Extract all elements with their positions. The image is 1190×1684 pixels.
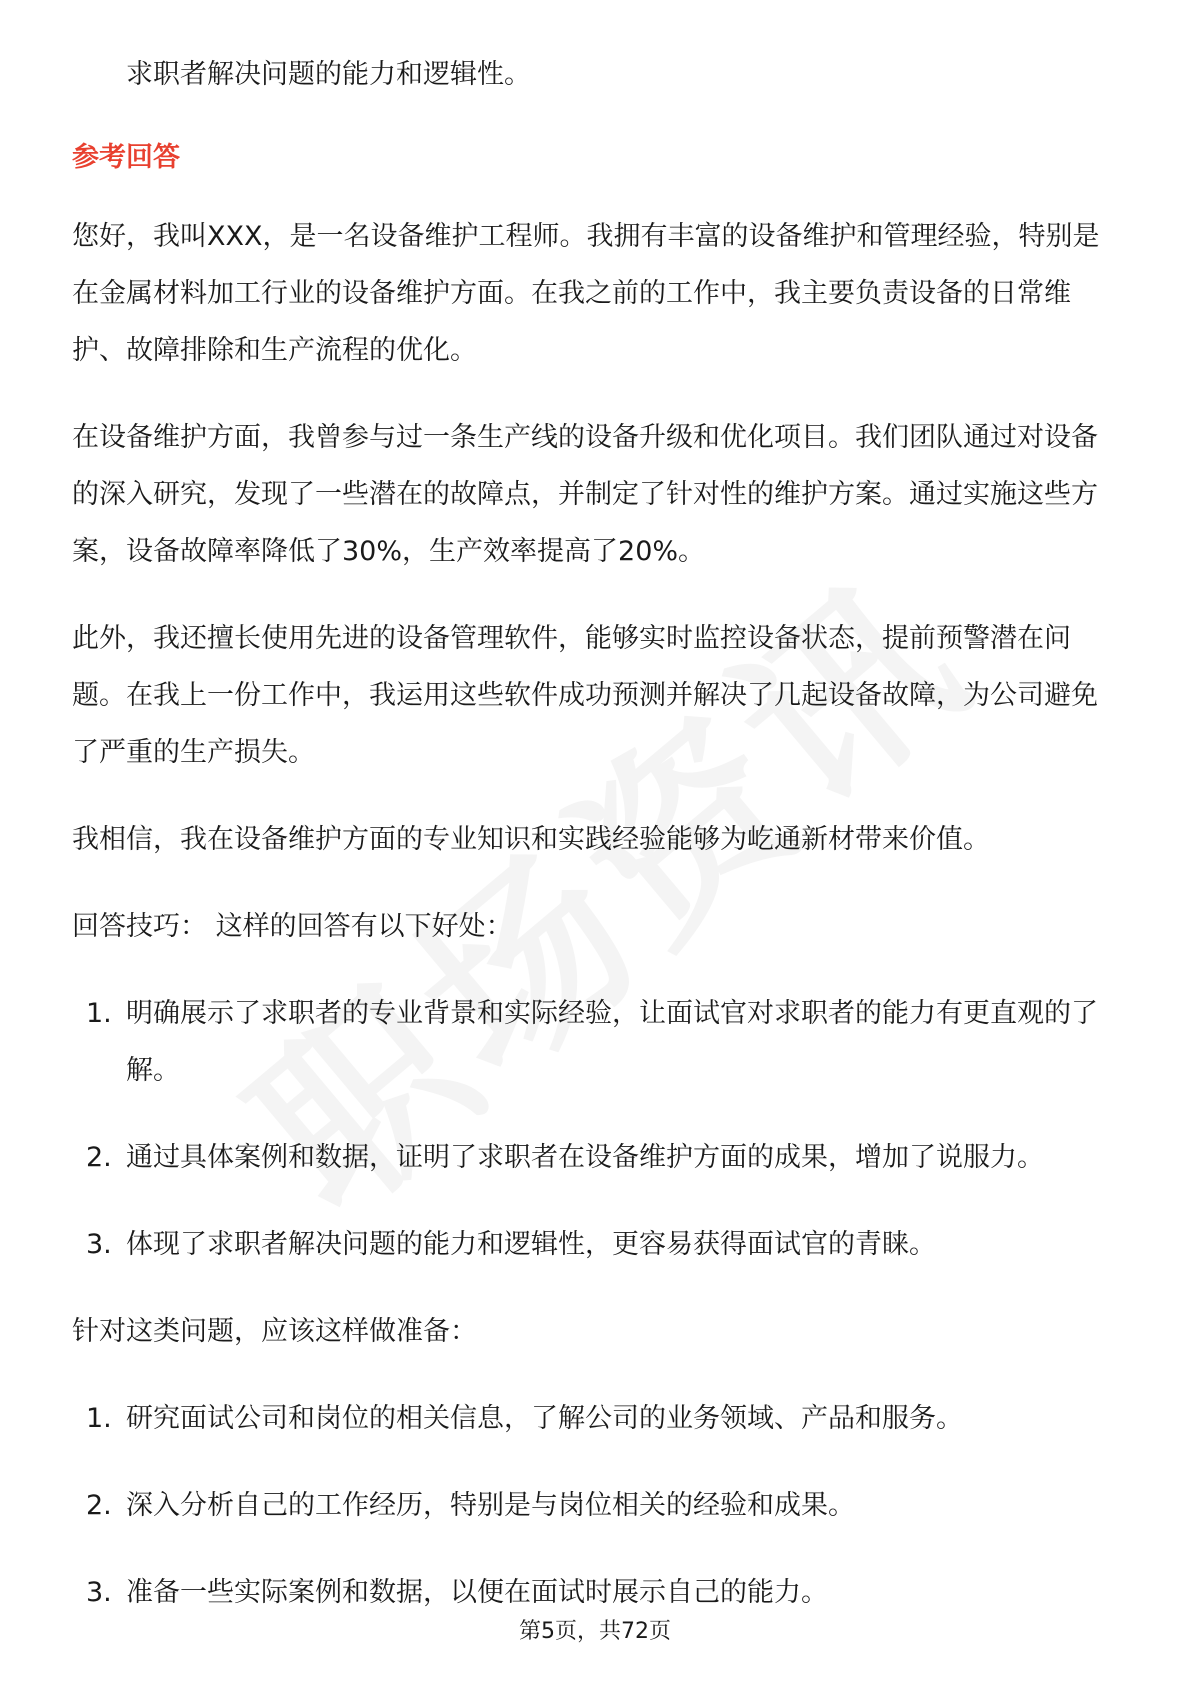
list-item bbox=[72, 985, 1122, 1099]
list-number: 1. bbox=[86, 998, 112, 1029]
intro-line: 求职者解决问题的能力和逻辑性。 bbox=[126, 59, 531, 90]
answer-paragraph: 在设备维护方面，我曾参与过一条生产线的设备升级和优化项目。我们团队通过对设备的深入研究，发现了一些潜在的故障点，并制定了针对性的维护方案。通过实施这些方案，设备故障率降低了30%，生产效率提高了20%。 bbox=[72, 422, 1098, 567]
list-number: 1. bbox=[86, 1403, 112, 1434]
list-number: 2. bbox=[86, 1490, 112, 1521]
page-number: 第5页，共72页 bbox=[519, 1619, 671, 1644]
tips-list bbox=[72, 985, 1122, 1273]
list-number: 2. bbox=[86, 1142, 112, 1173]
list-item-text: 深入分析自己的工作经历，特别是与岗位相关的经验和成果。 bbox=[126, 1490, 855, 1521]
section-heading: 参考回答 bbox=[72, 142, 180, 173]
list-item-text: 准备一些实际案例和数据，以便在面试时展示自己的能力。 bbox=[126, 1577, 828, 1608]
tips-intro: 回答技巧： 这样的回答有以下好处： bbox=[72, 911, 513, 942]
list-item-text: 体现了求职者解决问题的能力和逻辑性，更容易获得面试官的青睐。 bbox=[126, 1229, 936, 1260]
list-item bbox=[72, 1216, 1122, 1273]
list-item bbox=[72, 1564, 1122, 1621]
list-item bbox=[72, 1477, 1122, 1534]
answer-paragraph: 此外，我还擅长使用先进的设备管理软件，能够实时监控设备状态，提前预警潜在问题。在我上一份工作中，我运用这些软件成功预测并解决了几起设备故障，为公司避免了严重的生产损失。 bbox=[72, 623, 1098, 768]
list-number: 3. bbox=[86, 1577, 112, 1608]
list-number: 3. bbox=[86, 1229, 112, 1260]
prep-intro: 针对这类问题，应该这样做准备： bbox=[72, 1316, 477, 1347]
page-content bbox=[72, 46, 1122, 1651]
list-item-text: 明确展示了求职者的专业背景和实际经验，让面试官对求职者的能力有更直观的了解。 bbox=[126, 998, 1098, 1086]
list-item-text: 通过具体案例和数据，证明了求职者在设备维护方面的成果，增加了说服力。 bbox=[126, 1142, 1044, 1173]
answer-paragraph: 您好，我叫XXX，是一名设备维护工程师。我拥有丰富的设备维护和管理经验，特别是在金属材料加工行业的设备维护方面。在我之前的工作中，我主要负责设备的日常维护、故障排除和生产流程的优化。 bbox=[72, 221, 1100, 366]
list-item-text: 研究面试公司和岗位的相关信息，了解公司的业务领域、产品和服务。 bbox=[126, 1403, 963, 1434]
answer-paragraph: 我相信，我在设备维护方面的专业知识和实践经验能够为屹通新材带来价值。 bbox=[72, 824, 990, 855]
prep-list bbox=[72, 1390, 1122, 1621]
list-item bbox=[72, 1129, 1122, 1186]
list-item bbox=[72, 1390, 1122, 1447]
